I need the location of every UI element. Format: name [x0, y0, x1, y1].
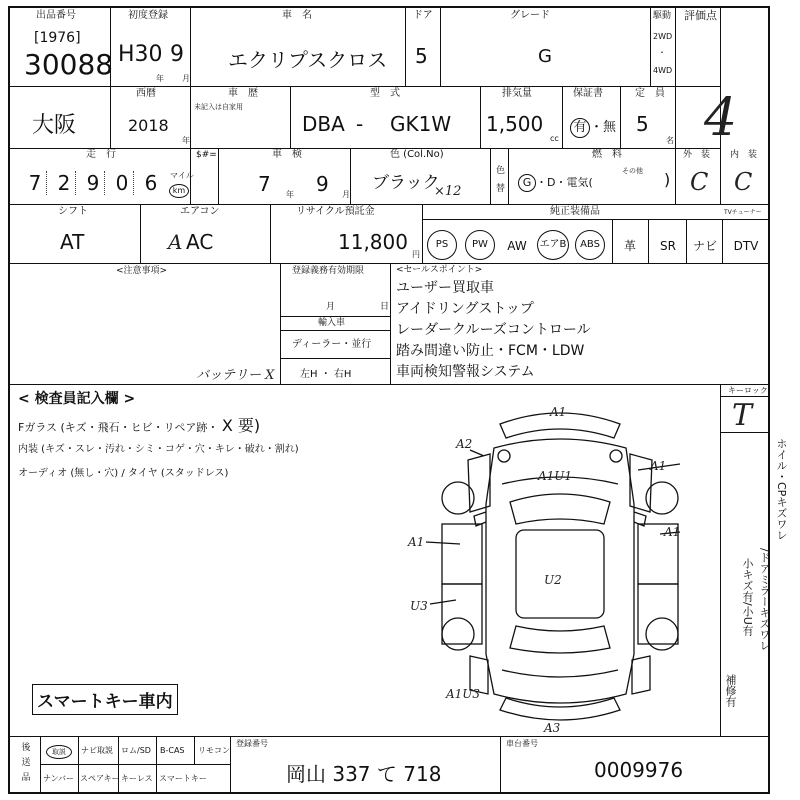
rear-window — [510, 626, 610, 653]
divider — [10, 736, 768, 737]
inspection-label: 車 検 — [272, 149, 302, 160]
mileage-digits — [24, 168, 174, 198]
color-label: 色 (Col.No) — [390, 149, 444, 160]
reg-no-label: 登録番号 — [236, 739, 268, 748]
item-keyless: キーレス — [121, 774, 153, 783]
type-label: 型 式 — [370, 88, 400, 99]
leader-line — [430, 600, 456, 604]
shift-label: シフト — [58, 206, 88, 217]
post-attach-char: 品 — [21, 773, 31, 783]
chassis-label: 車台番号 — [506, 739, 538, 748]
left-rear-door — [442, 584, 482, 644]
model-year-label: 西暦 — [136, 88, 156, 99]
auction-sheet — [8, 6, 788, 794]
sales-points-list — [396, 278, 696, 383]
drive-4wd: 4WD — [653, 66, 673, 75]
type-code: GK1W — [390, 112, 452, 136]
aircon: AC — [186, 230, 214, 254]
car-mark: A1 — [550, 405, 567, 419]
car-mark: A1U1 — [538, 469, 573, 483]
recycle-label: リサイクル預託金 — [296, 206, 375, 217]
interior-grade: C — [734, 168, 753, 196]
car-mark: A1 — [650, 459, 667, 473]
item-smart-key: スマートキー — [159, 774, 207, 783]
first-reg-month: 9 — [170, 42, 184, 67]
car-mark: A1 — [408, 535, 425, 549]
recycle-unit: 円 — [412, 250, 420, 259]
fuel-label: 燃 料 — [592, 149, 622, 160]
capacity-label: 定 員 — [635, 88, 665, 99]
inspection-month: 9 — [316, 172, 329, 196]
drive-label: 駆動 — [653, 11, 672, 21]
month-mark: 月 — [182, 74, 190, 83]
model-name-label: 車 名 — [282, 10, 312, 21]
car-diagram — [390, 394, 720, 734]
warranty-dot: ・ — [590, 120, 604, 135]
mirror-right — [634, 512, 646, 526]
item-remote: リモコン — [198, 746, 230, 755]
mileage-unit-mile: マイル — [170, 171, 194, 180]
fuel-other-label: その他 — [622, 167, 643, 175]
post-attach-char: 後 — [21, 743, 31, 753]
inspection-year: 7 — [258, 172, 271, 196]
equipment-leather: 革 — [623, 239, 636, 253]
divider — [10, 263, 768, 264]
equipment-navi: ナビ — [692, 239, 717, 253]
post-attach-label — [16, 740, 36, 783]
fuel-options: ・D・電気( — [536, 176, 593, 189]
mileage-digit: 2 — [53, 171, 76, 195]
divider — [10, 86, 720, 87]
first-reg-label: 初度登録 — [128, 10, 168, 21]
item-bcas: B-CAS — [160, 746, 185, 755]
model-name: エクリプスクロス — [228, 48, 388, 72]
dollar-label: $#= — [196, 150, 217, 160]
recycle-amount: 11,800 — [338, 230, 408, 254]
equipment-dtv: DTV — [733, 239, 759, 253]
equipment-sunroof: SR — [660, 239, 676, 253]
car-mark: A3 — [544, 721, 561, 734]
car-mark: A1 — [664, 525, 681, 539]
inspection-section-label: < 検査員記入欄 > — [18, 391, 136, 407]
import-label: 輸入車 — [318, 318, 346, 328]
drive-dot: ・ — [658, 48, 666, 57]
item-plate: ナンバー — [43, 774, 75, 783]
equipment-label: 純正装備品 — [550, 206, 600, 217]
year-mark: 年 — [182, 136, 190, 145]
side-note: 小キズ有/小U有 — [741, 558, 754, 636]
mileage-label: 走 行 — [86, 149, 116, 160]
rear-bumper — [500, 698, 620, 720]
color: ブラック — [372, 173, 440, 193]
item-spare-key: スペアキー — [80, 774, 120, 783]
car-mark: U2 — [544, 573, 562, 587]
reg-no: 岡山 337 て 718 — [286, 762, 442, 786]
steering-label: 左H ・ 右H — [300, 369, 352, 380]
right-rear-fender — [632, 656, 650, 694]
fuel-close-paren: ) — [664, 170, 671, 189]
car-mark: A1U3 — [446, 687, 481, 701]
item-manual — [46, 745, 72, 759]
region: 大阪 — [32, 113, 77, 138]
cc-unit: cc — [550, 134, 559, 143]
capacity-unit: 名 — [666, 136, 674, 145]
reg-day-mark: 日 — [380, 302, 390, 312]
item-manual-circled: 取説 — [46, 745, 72, 759]
sales-point: ユーザー買取車 — [396, 280, 494, 296]
grade: G — [538, 46, 552, 67]
month-mark: 月 — [342, 190, 350, 199]
item-rom-sd: ロム/SD — [121, 746, 151, 755]
left-front-door — [442, 524, 482, 584]
sales-points-label: <セールスポイント> — [396, 265, 483, 275]
sales-point: レーダークルーズコントロール — [396, 322, 591, 338]
score-label: 評価点 — [684, 9, 717, 22]
divider — [10, 204, 768, 205]
chassis-history-label: 車 歴 — [228, 88, 258, 99]
doors-label: ドア — [413, 10, 433, 21]
displacement-label: 排気量 — [502, 88, 532, 99]
year-mark: 年 — [156, 74, 164, 83]
side-note: /ドアミラーキズワレ — [758, 548, 771, 651]
mileage-digit: 7 — [24, 171, 47, 195]
car-mark: U3 — [410, 599, 428, 613]
first-reg-era-year: H30 — [118, 42, 163, 67]
color-change-label: 色 — [496, 166, 506, 176]
caution-label: <注意事項> — [116, 266, 168, 276]
reg-expiry-label: 登録義務有効期限 — [292, 266, 365, 276]
lot-no-bracket: [1976] — [34, 30, 81, 46]
fuel-g-circled: G — [518, 174, 536, 192]
exterior-label: 外 装 — [683, 150, 711, 160]
warranty-label: 保証書 — [573, 88, 603, 99]
sales-point: 踏み間違い防止・FCM・LDW — [396, 343, 585, 359]
aircon-mark: A — [168, 230, 183, 254]
wheel-rear-right — [646, 618, 678, 650]
smart-key-stamp: スマートキー車内 — [32, 684, 178, 715]
color-change-label: 替 — [496, 184, 506, 194]
equipment-ps: PS — [427, 230, 457, 260]
light-front-right — [610, 450, 622, 462]
lot-no-label: 出品番号 — [36, 10, 76, 21]
inspection-line-interior: 内装 (キズ・スレ・汚れ・シミ・コゲ・穴・キレ・破れ・割れ) — [18, 444, 299, 455]
type-dash: - — [356, 112, 364, 136]
model-year: 2018 — [128, 116, 169, 135]
aircon-label: エアコン — [180, 206, 220, 217]
chassis-note: 未記入は自家用 — [194, 103, 243, 111]
wheel-rear-left — [442, 618, 474, 650]
post-attach-char: 送 — [21, 758, 31, 768]
warranty-has-circled: 有 — [570, 118, 590, 138]
dealer-label: ディーラー・並行 — [292, 339, 372, 350]
trunk-line — [502, 670, 618, 677]
chassis-no: 0009976 — [594, 758, 684, 782]
glass-mark: X 要) — [221, 416, 261, 435]
inspection-line-glass — [18, 413, 260, 436]
lot-no: 30088 — [24, 48, 114, 81]
keylock-label: キーロック — [728, 386, 768, 395]
windshield — [510, 494, 610, 524]
displacement: 1,500 — [486, 112, 544, 136]
tv-tuner-label: TVチューナー — [724, 209, 762, 216]
equipment-aw: AW — [507, 239, 527, 253]
type-prefix: DBA — [302, 112, 345, 136]
side-note: 補修有 — [724, 674, 737, 707]
mileage-digit: 6 — [144, 171, 158, 195]
equipment-pw: PW — [465, 230, 495, 260]
score: 4 — [704, 88, 738, 148]
mileage-digit: 0 — [111, 171, 134, 195]
glass-text: Fガラス (キズ・飛石・ヒビ・リペア跡・ — [18, 421, 219, 434]
equipment-airbag: エアB — [537, 230, 569, 260]
fuel — [518, 174, 593, 192]
shift: AT — [60, 230, 85, 254]
interior-label: 内 装 — [730, 150, 758, 160]
color-note: ×12 — [434, 184, 462, 199]
light-front-left — [498, 450, 510, 462]
grade-label: グレード — [510, 10, 550, 21]
sales-point: アイドリングストップ — [396, 301, 534, 317]
leader-line — [426, 542, 460, 544]
sales-point: 車両検知警報システム — [396, 364, 535, 380]
mileage-unit-km — [169, 184, 189, 198]
side-notes — [724, 438, 788, 734]
caution-handwritten: バッテリー X — [196, 368, 275, 383]
capacity: 5 — [636, 112, 649, 136]
car-mark: A2 — [456, 437, 473, 451]
side-note: ホイル・CPキズワレ — [775, 438, 788, 541]
inspection-line-audio: オーディオ (無し・穴) / タイヤ (スタッドレス) — [18, 468, 229, 479]
item-navi-manual: ナビ取説 — [81, 746, 113, 755]
mileage-digit: 9 — [82, 171, 105, 195]
exterior-grade: C — [690, 168, 709, 196]
doors: 5 — [415, 44, 428, 68]
warranty — [570, 116, 616, 138]
equipment-abs: ABS — [575, 230, 605, 260]
mirror-left — [474, 512, 486, 526]
right-rear-door — [638, 584, 678, 644]
reg-month-mark: 月 — [326, 302, 336, 312]
warranty-none: 無 — [603, 120, 617, 135]
year-mark: 年 — [286, 190, 294, 199]
keylock-mark: T — [732, 398, 753, 433]
drive-2wd: 2WD — [653, 32, 673, 41]
divider — [10, 384, 768, 385]
mileage-km-circled: km — [169, 184, 189, 198]
